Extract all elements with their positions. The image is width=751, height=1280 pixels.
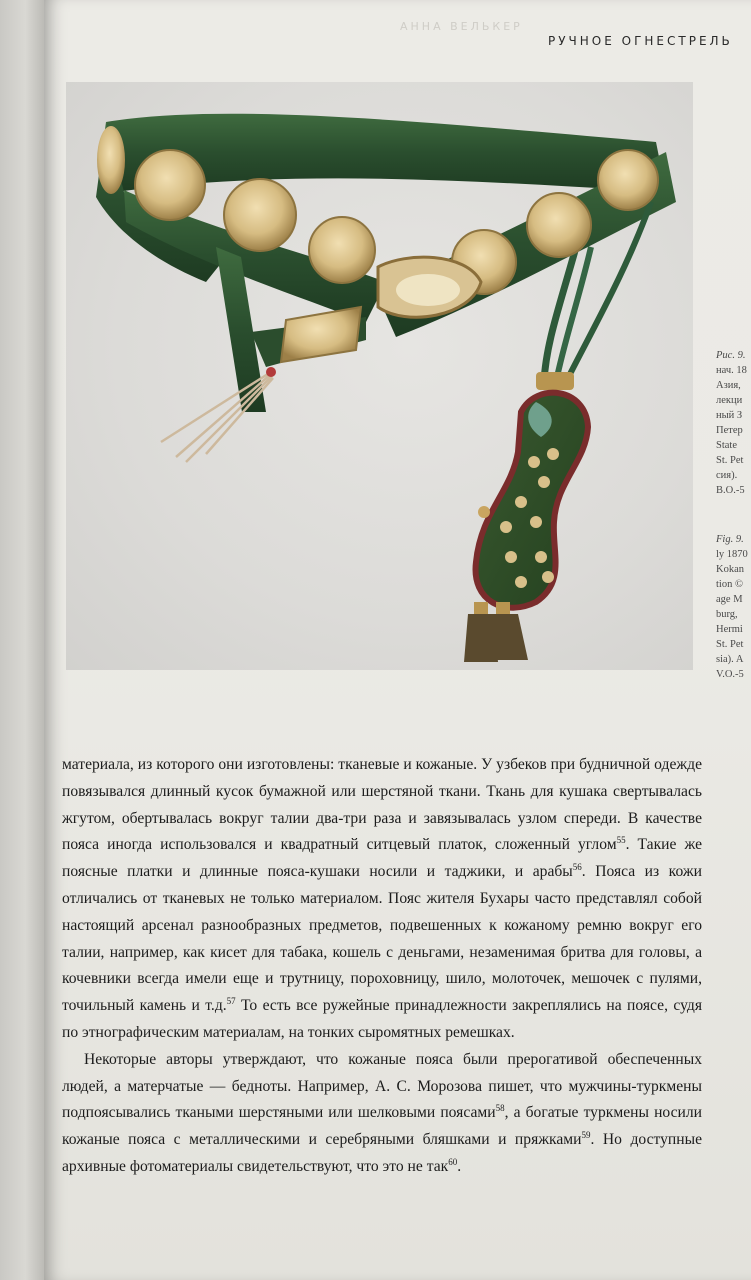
- caption-line: лекци: [716, 395, 743, 406]
- caption-line: tion ©: [716, 579, 743, 590]
- footnote-ref[interactable]: 59: [581, 1129, 591, 1140]
- tassel-strings: [161, 367, 276, 462]
- text-run: .: [457, 1157, 462, 1175]
- text-run: То есть все ружейные принадлежности закреплялись на поясе, судя по этнографическим материалам, на тонких сыромятных ремешках.: [62, 997, 703, 1041]
- text-run: Некоторые авторы утверждают, что кожаные пояса были прерогативой обеспеченных людей, а матерчатые — бедноты. Например, А. С. Морозова пишет, что мужчины-туркмены подпоясывались ткаными шерстяными или шелковыми поясами: [62, 1050, 702, 1122]
- caption-line: Hermi: [716, 624, 743, 635]
- belt-and-powder-flask-illustration: [66, 82, 693, 670]
- figure-caption-en: [716, 532, 748, 682]
- text-run: . Пояса из кожи отличались от тканевых не только материалом. Пояс жителя Бухары часто представлял собой настоящий арсенал разнообразных предметов, подвешенных к кожаному ремню вокруг его талии, например, как кисет для табака, кошель с деньгами, незаменимая бритва для головы, а кочевники всегда имели еще и трутницу, пороховницу, шило, молоточек, мешочек с пулями, точильный камень и т.д.: [62, 863, 702, 1015]
- left-page-edge: [0, 0, 46, 1280]
- caption-line: State: [716, 440, 737, 451]
- caption-line: sia). A: [716, 654, 744, 665]
- paragraph: [62, 752, 702, 1047]
- caption-line: Fig. 9.: [716, 534, 744, 545]
- caption-line: age M: [716, 594, 743, 605]
- footnote-ref[interactable]: 57: [226, 995, 236, 1006]
- footnote-ref[interactable]: 55: [616, 835, 626, 846]
- caption-line: burg,: [716, 609, 738, 620]
- text-run: , а богатые туркмены носили кожаные пояса с металлическими и серебряными бляшками и пряжками: [62, 1104, 702, 1149]
- text-run: . Такие же поясные платки и длинные пояса-кушаки носили и таджики, и арабы: [62, 836, 703, 881]
- caption-line: St. Pet: [716, 455, 744, 466]
- caption-line: нач. 18: [716, 365, 747, 376]
- running-head: РУЧНОЕ ОГНЕСТРЕЛЬ: [548, 34, 733, 48]
- footnote-ref[interactable]: 58: [495, 1103, 505, 1114]
- caption-line: Азия,: [716, 380, 741, 391]
- caption-line: V.O.-5: [716, 669, 744, 680]
- caption-line: ly 1870: [716, 549, 748, 560]
- figure-caption-ru: [716, 348, 747, 498]
- caption-line: сия).: [716, 470, 738, 481]
- caption-line: Kokan: [716, 564, 744, 575]
- paragraph: [62, 1047, 702, 1181]
- powder-flask: [464, 372, 588, 662]
- caption-line: St. Pet: [716, 639, 744, 650]
- body-text: [62, 752, 702, 1181]
- footnote-ref[interactable]: 56: [572, 862, 582, 872]
- text-run: материала, из которого они изготовлены: тканевые и кожаные. У узбеков при будничной одежде повязывался длинный кусок бумажной или шерстяной ткани. Ткань для кушака свертывалась жгутом, обертывалась вокруг талии два-три раза и завязывалась узлом спереди. В качестве пояса иногда использовался и квадратный ситцевый платок, сложенный углом: [62, 756, 702, 854]
- caption-line: ный З: [716, 410, 743, 421]
- caption-line: Петер: [716, 425, 743, 436]
- caption-line: В.О.-5: [716, 485, 745, 496]
- caption-line: Рис. 9.: [716, 350, 746, 361]
- running-head-ghost: АННА ВЕЛЬКЕР: [400, 20, 523, 33]
- footnote-ref[interactable]: 60: [448, 1156, 458, 1167]
- figure-photo: [66, 82, 693, 670]
- text-run: . Но доступные архивные фотоматериалы свидетельствуют, что это не так: [62, 1131, 702, 1175]
